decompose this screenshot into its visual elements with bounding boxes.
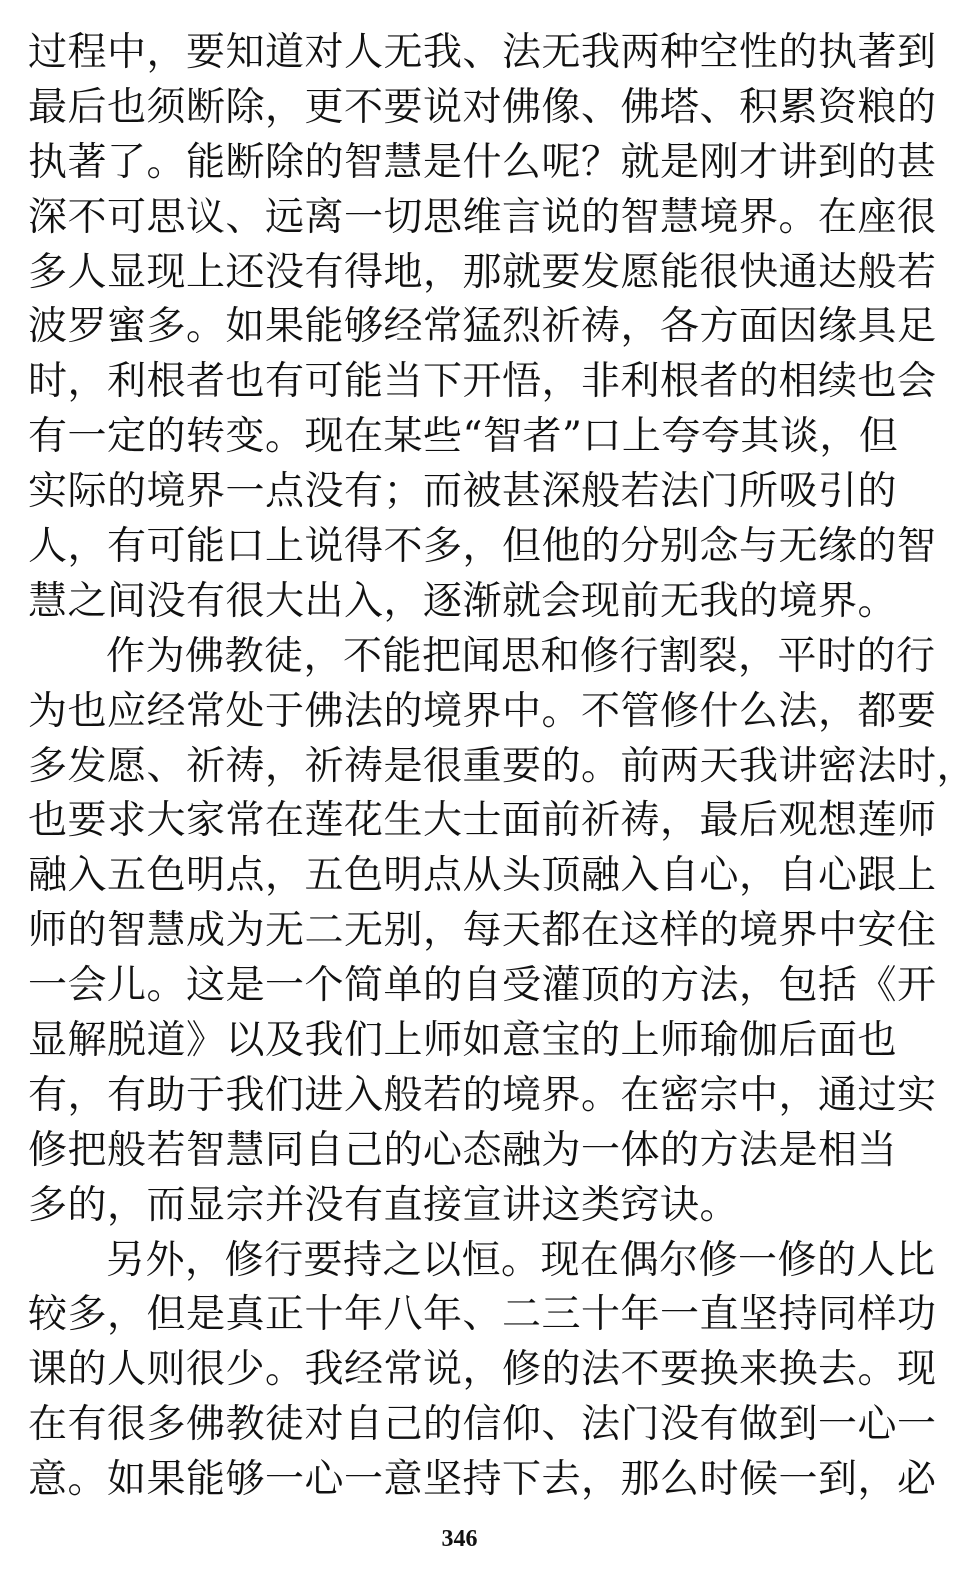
text-line: 人，有可能口上说得不多，但他的分别念与无缘的智: [28, 524, 937, 570]
text-line: 执著了。能断除的智慧是什么呢？就是刚才讲到的甚: [28, 139, 937, 185]
paragraph-2: [28, 630, 976, 1234]
text-line: 为也应经常处于佛法的境界中。不管修什么法，都要: [28, 688, 937, 734]
text-line: 慧之间没有很大出入，逐渐就会现前无我的境界。: [28, 578, 898, 624]
paragraph-1: [28, 26, 937, 630]
text-line: 在有很多佛教徒对自己的信仰、法门没有做到一心一: [28, 1402, 937, 1448]
text-line: 最后也须断除，更不要说对佛像、佛塔、积累资粮的: [28, 84, 937, 130]
text-line: 深不可思议、远离一切思维言说的智慧境界。在座很: [28, 194, 937, 240]
text-line: 意。如果能够一心一意坚持下去，那么时候一到，必: [28, 1457, 937, 1503]
text-line: 多发愿、祈祷，祈祷是很重要的。前两天我讲密法时，: [28, 743, 976, 789]
text-line: 时，利根者也有可能当下开悟，非利根者的相续也会: [28, 359, 937, 405]
text-line: 也要求大家常在莲花生大士面前祈祷，最后观想莲师: [28, 798, 937, 844]
text-line: 有，有助于我们进入般若的境界。在密宗中，通过实: [28, 1072, 937, 1118]
text-line: 较多，但是真正十年八年、二三十年一直坚持同样功: [28, 1292, 937, 1338]
text-line: 修把般若智慧同自己的心态融为一体的方法是相当: [28, 1127, 898, 1173]
text-line: 师的智慧成为无二无别，每天都在这样的境界中安住: [28, 908, 937, 954]
page-number: 346: [441, 1526, 478, 1552]
text-line: 课的人则很少。我经常说，修的法不要换来换去。现: [28, 1347, 937, 1393]
text-line: 多人显现上还没有得地，那就要发愿能很快通达般若: [28, 249, 937, 295]
text-line: 有一定的转变。现在某些“智者”口上夸夸其谈，但: [28, 414, 899, 460]
text-line: 显解脱道》以及我们上师如意宝的上师瑜伽后面也: [28, 1018, 898, 1064]
text-line: 过程中，要知道对人无我、法无我两种空性的执著到: [28, 30, 937, 75]
text-line: 另外，修行要持之以恒。现在偶尔修一修的人比: [106, 1237, 936, 1283]
text-line: 一会儿。这是一个简单的自受灌顶的方法，包括《开: [28, 963, 937, 1009]
text-line: 融入五色明点，五色明点从头顶融入自心，自心跟上: [28, 853, 937, 899]
paragraph-3: [28, 1234, 937, 1508]
text-line: 实际的境界一点没有；而被甚深般若法门所吸引的: [28, 469, 898, 515]
text-line: 多的，而显宗并没有直接宣讲这类窍诀。: [28, 1182, 740, 1228]
text-line: 作为佛教徒，不能把闻思和修行割裂，平时的行: [106, 633, 936, 679]
body-text: [28, 26, 976, 1508]
text-line: 波罗蜜多。如果能够经常猛烈祈祷，各方面因缘具足: [28, 304, 937, 350]
